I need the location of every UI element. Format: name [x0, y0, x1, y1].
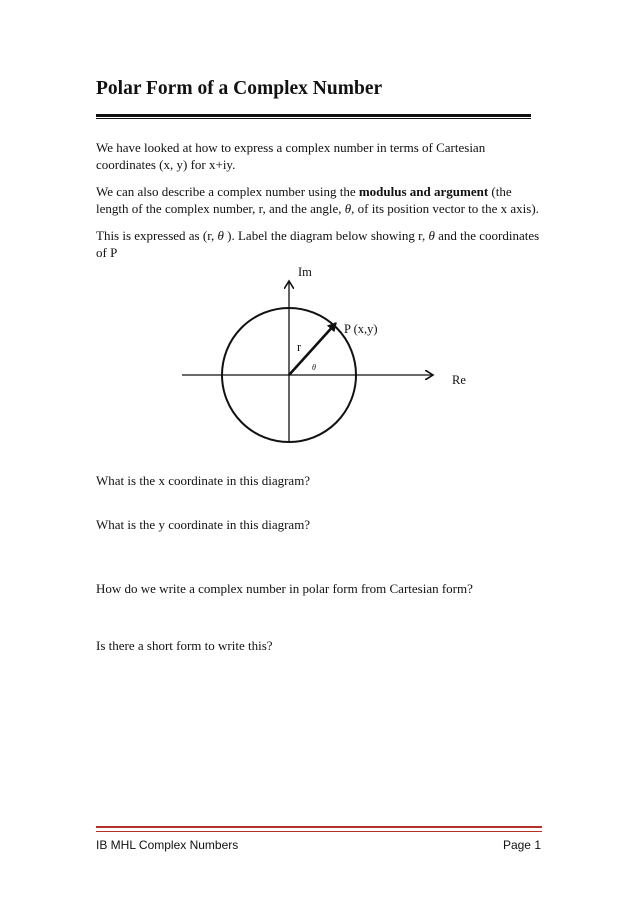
page-title: Polar Form of a Complex Number: [96, 78, 383, 99]
title-underline: [96, 114, 531, 119]
intro-paragraph-3: [96, 227, 546, 261]
question-x-coordinate: What is the x coordinate in this diagram?: [96, 473, 311, 488]
modulus-r-label: r: [297, 340, 302, 354]
p2-text-mid: (the length of the complex number, r, and the angle,: [96, 184, 512, 216]
question-y-coordinate: What is the y coordinate in this diagram?: [96, 517, 311, 532]
angle-theta-label: θ: [312, 363, 316, 372]
argand-diagram: [170, 258, 480, 458]
intro-paragraph-2: [96, 183, 546, 217]
point-p-label: P (x,y): [344, 322, 378, 336]
footer-divider: [96, 826, 542, 832]
footer-page-number: Page 1: [502, 838, 541, 852]
p3-text-mid: ). Label the diagram below showing r,: [223, 228, 429, 243]
p3-theta-symbol: θ: [217, 228, 224, 243]
im-axis-label: Im: [298, 265, 312, 279]
p2-theta-symbol: θ: [344, 201, 352, 216]
intro-paragraph-1: We have looked at how to express a complex number in terms of Cartesian coordinates (x, y) for x+iy.: [96, 140, 486, 172]
p3-text-end: and the coordinates of P: [96, 228, 540, 260]
p2-text-end: , of its position vector to the x axis).: [351, 201, 539, 216]
p2-text-start: We can also describe a complex number using the: [96, 184, 359, 199]
footer-course-name: IB MHL Complex Numbers: [96, 838, 239, 852]
p3-theta-symbol-2: θ: [428, 228, 435, 243]
re-axis-label: Re: [452, 373, 466, 387]
question-polar-form: How do we write a complex number in polar form from Cartesian form?: [96, 581, 473, 596]
question-short-form: Is there a short form to write this?: [96, 638, 273, 653]
p3-text-start: This is expressed as (r,: [96, 228, 218, 243]
p2-bold-term: modulus and argument: [358, 184, 489, 199]
